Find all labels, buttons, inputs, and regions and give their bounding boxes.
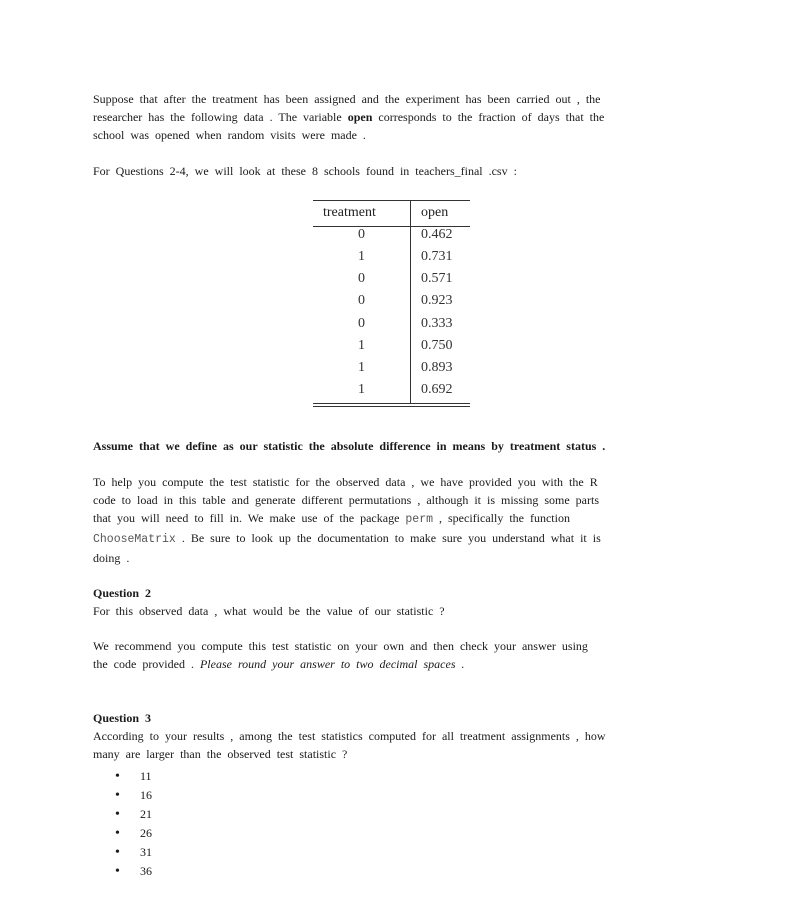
question-3-title: Question 3: [93, 711, 152, 725]
help-paragraph: [93, 473, 703, 567]
help-line-3a: that you will need to fill in. We make use of the package: [93, 511, 406, 525]
cell-open: 0.692: [421, 382, 453, 397]
assume-statement: Assume that we define as our statistic the absolute difference in means by treatment status .: [93, 439, 606, 453]
option-value: 26: [140, 826, 152, 840]
bullet-icon: •: [115, 807, 120, 822]
bullet-icon: •: [115, 845, 120, 860]
cell-open: 0.731: [421, 249, 453, 264]
intro-paragraph: [93, 90, 703, 144]
intro-line-3: school was opened when random visits were made .: [93, 128, 366, 142]
variable-open: open: [347, 110, 373, 124]
cell-treatment: 1: [358, 249, 365, 264]
cell-treatment: 1: [358, 338, 365, 353]
cell-open: 0.571: [421, 271, 453, 286]
bullet-icon: •: [115, 788, 120, 803]
table-bottom-rule-1: [313, 403, 470, 404]
cell-treatment: 0: [358, 227, 365, 242]
cell-treatment: 1: [358, 382, 365, 397]
cell-open: 0.893: [421, 360, 453, 375]
help-line-4b: . Be sure to look up the documentation to make sure you understand what it is: [175, 531, 601, 545]
help-line-3b: , specifically the function: [433, 511, 570, 525]
function-choosematrix: ChooseMatrix: [93, 533, 176, 546]
table-bottom-rule-2: [313, 406, 470, 407]
cell-open: 0.462: [421, 227, 453, 242]
question-2-recommendation: [93, 637, 703, 673]
intro-line-2a: researcher has the following data . The variable: [93, 110, 348, 124]
option-value: 21: [140, 807, 152, 821]
bullet-icon: •: [115, 769, 120, 784]
cell-open: 0.750: [421, 338, 453, 353]
question-2-title: Question 2: [93, 586, 152, 600]
table-top-rule: [313, 200, 470, 201]
rec-line-2a: the code provided .: [93, 657, 200, 671]
rec-line-2b: Please round your answer to two decimal spaces .: [199, 657, 465, 671]
package-perm: perm: [405, 513, 434, 526]
cell-treatment: 0: [358, 271, 365, 286]
data-table: [313, 200, 470, 407]
help-line-1: To help you compute the test statistic for the observed data , we have provided you with the R: [93, 475, 598, 489]
bullet-icon: •: [115, 826, 120, 841]
cell-open: 0.923: [421, 293, 453, 308]
header-open: open: [421, 205, 449, 220]
cell-treatment: 1: [358, 360, 365, 375]
cell-treatment: 0: [358, 293, 365, 308]
option-value: 11: [140, 769, 152, 783]
question-3-line-1: According to your results , among the test statistics computed for all treatment assignments , how: [93, 729, 606, 743]
rec-line-1: We recommend you compute this test statistic on your own and then check your answer using: [93, 639, 588, 653]
intro-line-1: Suppose that after the treatment has been assigned and the experiment has been carried out , the: [93, 92, 601, 106]
cell-open: 0.333: [421, 316, 453, 331]
question-3-line-2: many are larger than the observed test statistic ?: [93, 747, 348, 761]
help-line-2: code to load in this table and generate different permutations , although it is missing some parts: [93, 493, 600, 507]
option-value: 31: [140, 845, 152, 859]
column-divider: [410, 200, 411, 403]
questions-intro: For Questions 2-4, we will look at these 8 schools found in teachers_final .csv :: [93, 164, 517, 178]
cell-treatment: 0: [358, 316, 365, 331]
intro-line-2c: corresponds to the fraction of days that the: [372, 110, 605, 124]
option-value: 36: [140, 864, 152, 878]
bullet-icon: •: [115, 864, 120, 879]
question-2: [93, 584, 703, 620]
question-2-text: For this observed data , what would be the value of our statistic ?: [93, 604, 445, 618]
question-3: [93, 709, 703, 763]
header-treatment: treatment: [323, 205, 376, 220]
help-line-5: doing .: [93, 551, 130, 565]
option-value: 16: [140, 788, 152, 802]
